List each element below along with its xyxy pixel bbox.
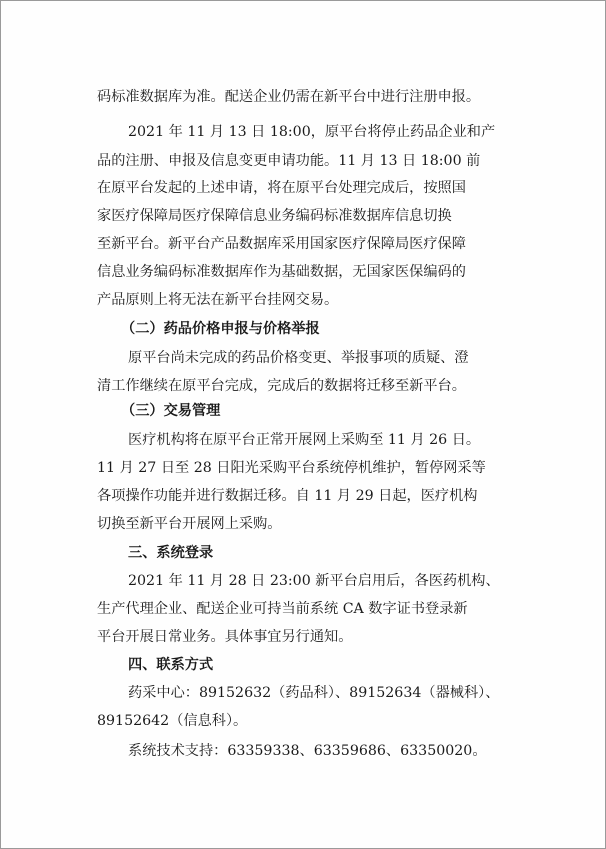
paragraph-line: 11 月 27 日至 28 日阳光采购平台系统停机维护，暂停网采等 [97, 460, 486, 476]
paragraph-line: 药采中心：89152632（药品科）、89152634（器械科）、 [128, 685, 500, 701]
paragraph-line: 家医疗保障局医疗保障信息业务编码标准数据库信息切换 [97, 208, 452, 224]
paragraph-line: 2021 年 11 月 13 日 18:00，原平台将停止药品企业和产 [128, 124, 496, 140]
section-heading: （三）交易管理 [121, 403, 221, 419]
paragraph-line: 平台开展日常业务。具体事宜另行通知。 [97, 629, 353, 645]
section-heading: 三、系统登录 [128, 545, 214, 561]
paragraph-line: 品的注册、申报及信息变更申请功能。11 月 13 日 18:00 前 [97, 153, 481, 169]
paragraph-line: 码标准数据库为准。配送企业仍需在新平台中进行注册申报。 [97, 89, 481, 105]
paragraph-line: 各项操作功能并进行数据迁移。自 11 月 29 日起，医疗机构 [97, 488, 478, 504]
paragraph-line: 89152642（信息科）。 [97, 713, 248, 729]
paragraph-line: 生产代理企业、配送企业可持当前系统 CA 数字证书登录新 [97, 601, 468, 617]
section-heading: 四、联系方式 [128, 657, 214, 673]
paragraph-line: 系统技术支持：63359338、63359686、63350020。 [128, 743, 487, 759]
paragraph-line: 清工作继续在原平台完成，完成后的数据将迁移至新平台。 [97, 378, 466, 394]
paragraph-line: 2021 年 11 月 28 日 23:00 新平台启用后，各医药机构、 [128, 573, 500, 589]
paragraph-line: 产品原则上将无法在新平台挂网交易。 [97, 292, 339, 308]
section-heading: （二）药品价格申报与价格举报 [121, 321, 320, 337]
paragraph-line: 医疗机构将在原平台正常开展网上采购至 11 月 26 日。 [128, 432, 481, 448]
paragraph-line: 至新平台。新平台产品数据库采用国家医疗保障局医疗保障 [97, 236, 466, 252]
paragraph-line: 在原平台发起的上述申请，将在原平台处理完成后，按照国 [97, 180, 466, 196]
paragraph-line: 切换至新平台开展网上采购。 [97, 516, 282, 532]
paragraph-line: 原平台尚未完成的药品价格变更、举报事项的质疑、澄 [128, 350, 469, 366]
paragraph-line: 信息业务编码标准数据库作为基础数据，无国家医保编码的 [97, 264, 466, 280]
